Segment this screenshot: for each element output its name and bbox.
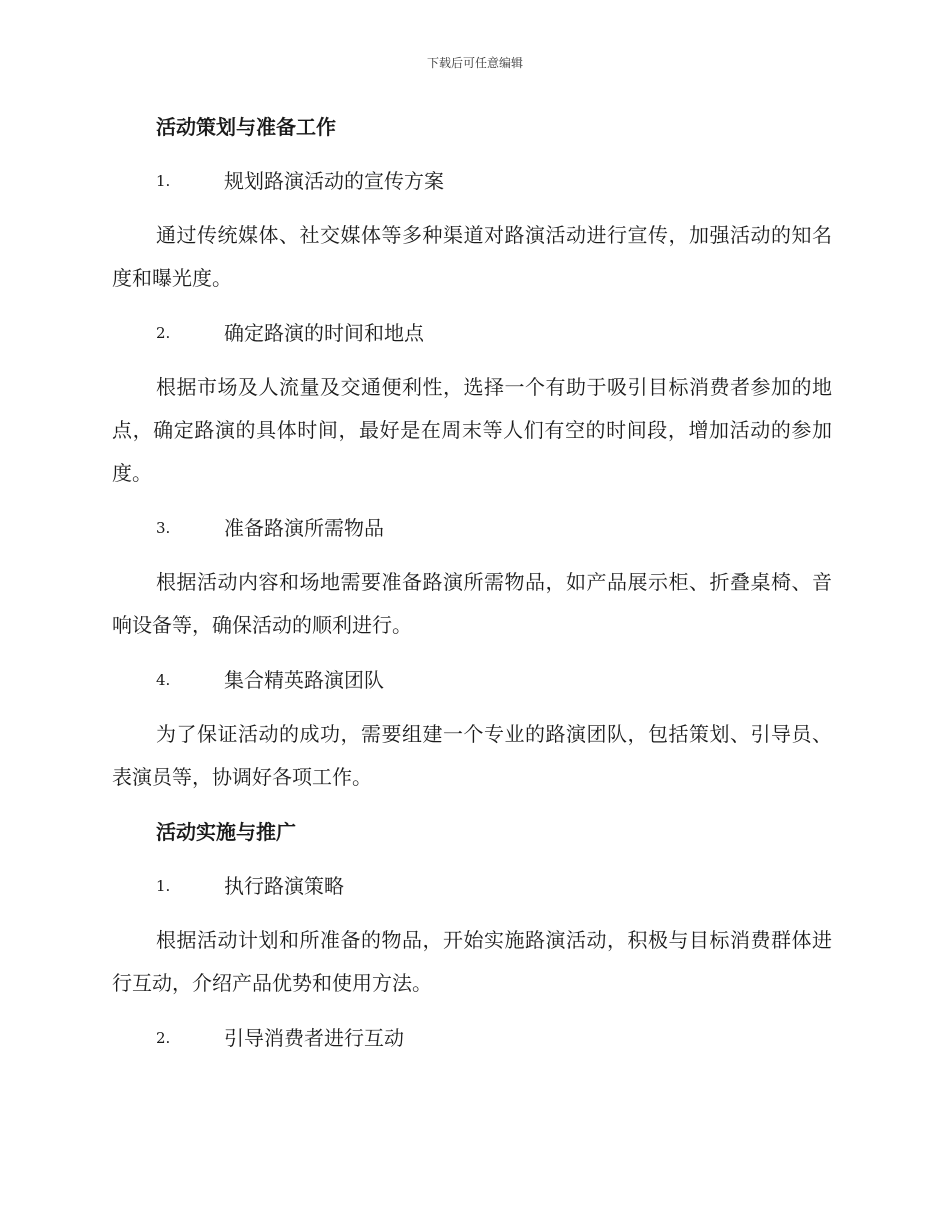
list-heading: 引导消费者进行互动 [224,1026,404,1050]
list-item-heading [156,659,832,701]
list-number: 1. [156,877,171,895]
paragraph: 根据市场及人流量及交通便利性，选择一个有助于吸引目标消费者参加的地点，确定路演的具体时间，最好是在周末等人们有空的时间段，增加活动的参加度。 [112,375,832,485]
list-heading: 集合精英路演团队 [224,668,384,692]
list-heading: 准备路演所需物品 [224,516,384,540]
paragraph: 为了保证活动的成功，需要组建一个专业的路演团队，包括策划、引导员、表演员等，协调好各项工作。 [112,722,832,789]
list-number: 1. [156,172,171,190]
list-item-heading [156,1017,832,1059]
list-number: 2. [156,1029,171,1047]
paragraph: 通过传统媒体、社交媒体等多种渠道对路演活动进行宣传，加强活动的知名度和曝光度。 [112,223,832,290]
paragraph: 根据活动内容和场地需要准备路演所需物品，如产品展示柜、折叠桌椅、音响设备等，确保活动的顺利进行。 [112,570,832,637]
list-item-heading [156,160,832,202]
document-body [112,106,832,1071]
list-number: 3. [156,519,171,537]
list-heading: 执行路演策略 [224,874,344,898]
section-title: 活动策划与准备工作 [156,115,336,139]
list-item-heading [156,507,832,549]
list-number: 4. [156,671,171,689]
list-heading: 确定路演的时间和地点 [224,321,424,345]
paragraph: 根据活动计划和所准备的物品，开始实施路演活动，积极与目标消费群体进行互动，介绍产品优势和使用方法。 [112,928,832,995]
list-item-heading [156,312,832,354]
list-item-heading [156,865,832,907]
section-title: 活动实施与推广 [156,820,296,844]
list-number: 2. [156,324,171,342]
header-note: 下载后可任意编辑 [426,56,523,70]
list-heading: 规划路演活动的宣传方案 [224,169,444,193]
